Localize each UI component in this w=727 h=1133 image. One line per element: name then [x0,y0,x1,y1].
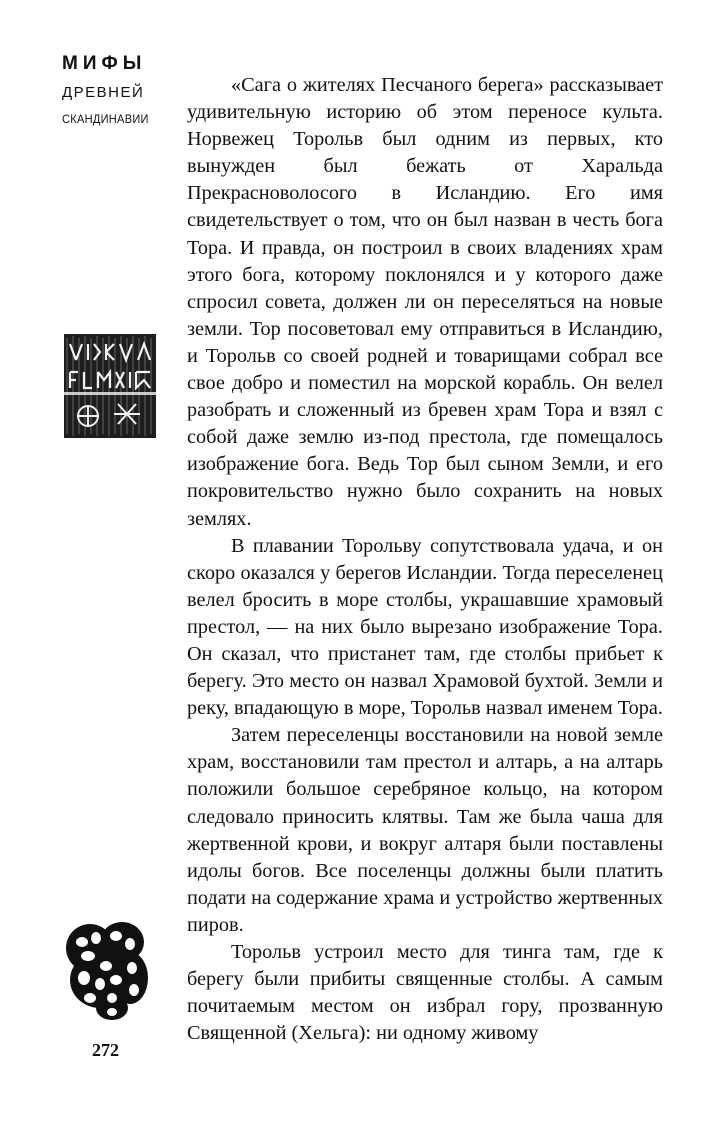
paragraph: В плавании Торольву сопутствовала удача, и он скоро оказался у берегов Исландии. Тогда переселенец велел бросить в море столбы, украшавшие храмовый престол, — на них было вырезано изображение Тора. Он сказал, что пристанет там, где столбы прибьет к берегу. Это место он назвал Храмовой бухтой. Земли и реку, впадающую в море, Торольв назвал именем Тора. [187,534,663,720]
paragraph: Торольв устроил место для тинга там, где к берегу были прибиты священные столбы. А самым почитаемым местом он избрал гору, прозванную Священной (Хельга): ни одному живому [187,941,663,1045]
running-head-line1: МИФЫ [62,53,147,74]
running-head [62,52,172,130]
paragraph: «Сага о жителях Песчаного берега» рассказывает удивительную историю об этом переносе культа. Норвежец Торольв был одним из первых, кто вынужден был бежать от Харальда Прекрасноволосого в Исландию. Его имя свидетельствует о том, что он был назван в честь бога Тора. И правда, он построил в своих владениях храм этого бога, которому поклонялся и у которого даже спросил совета, должен ли он переселяться на новые земли. Тор посоветовал ему отправиться в Исландию, и Торольв со своей родней и товарищами собрал все свое добро и поместил на морской корабль. Он велел разобрать и сложенный из бревен храм Тора и взял с собой даже землю из-под престола, где помещалось изображение бога. Ведь Тор был сыном Земли, и его покровительство нужно было сохранить на новых землях. [187,74,663,530]
knotwork-ornament-icon [60,918,152,1022]
running-head-line3: СКАНДИНАВИИ [62,112,149,126]
paragraph: Затем переселенцы восстановили на новой земле храм, восстановили там престол и алтарь, а на алтарь положили большое серебряное кольцо, на котором следовало приносить клятвы. Там же была чаша для жертвенной крови, и вокруг алтаря были поставлены идолы богов. Все поселенцы должны были платить подати на содержание храма и устройство жертвенных пиров. [187,724,663,936]
page-number: 272 [92,1040,119,1060]
running-head-line2: ДРЕВНЕЙ [62,84,145,101]
body-text [187,72,663,1047]
carved-runestone-icon [64,334,156,438]
